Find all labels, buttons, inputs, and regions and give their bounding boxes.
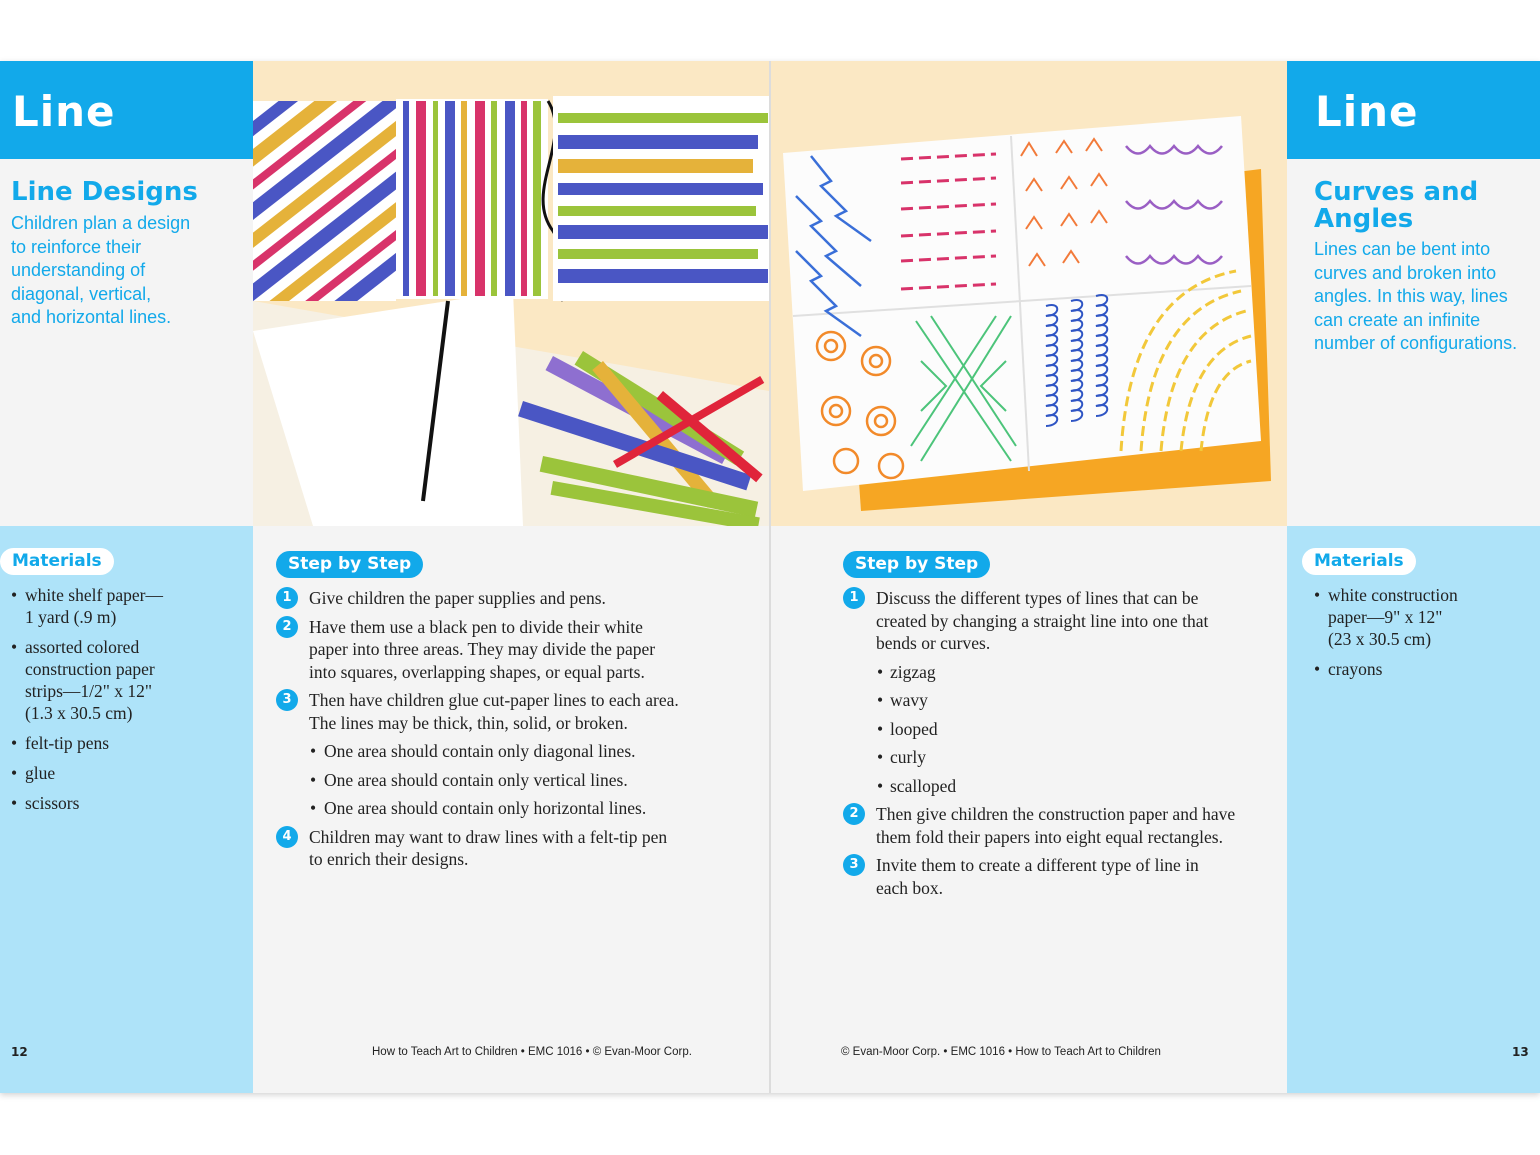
left-materials-list	[11, 584, 246, 822]
left-header-title: Line	[12, 87, 116, 136]
left-section-description: Children plan a design to reinforce their understanding of diagonal, vertical, and horizontal lines.	[11, 213, 191, 327]
vertical-panel	[396, 99, 563, 301]
list-item: • white shelf paper— 1 yard (.9 m)	[11, 584, 246, 628]
line-type-item: • looped	[843, 718, 1273, 741]
step-item: 1 Discuss the different types of lines that can be created by changing a straight line into one that bends or curves.	[843, 587, 1273, 655]
right-page-number: 13	[1512, 1045, 1529, 1059]
right-header-band	[1287, 61, 1540, 159]
horizontal-panel	[553, 96, 769, 301]
line-type-item: • wavy	[843, 689, 1273, 712]
line-type-item: • scalloped	[843, 775, 1273, 798]
step-item: 2 Have them use a black pen to divide their white paper into three areas. They may divide the paper into squares, overlapping shapes, or equal parts.	[276, 616, 756, 684]
left-materials-label: Materials	[0, 548, 114, 575]
list-item: • felt-tip pens	[11, 732, 246, 754]
list-item: • scissors	[11, 792, 246, 814]
right-steps-label: Step by Step	[843, 551, 990, 578]
right-materials-label: Materials	[1302, 548, 1416, 575]
left-page-number: 12	[11, 1045, 28, 1059]
step-item: 2 Then give children the construction paper and have them fold their papers into eight equal rectangles.	[843, 803, 1273, 848]
left-header-band	[0, 61, 253, 159]
curves-and-angles-photo	[771, 61, 1287, 526]
step-item: 1 Give children the paper supplies and pens.	[276, 587, 756, 610]
right-footer: © Evan-Moor Corp. • EMC 1016 • How to Teach Art to Children	[841, 1046, 1161, 1058]
list-item: • assorted colored construction paper strips—1/2" x 12" (1.3 x 30.5 cm)	[11, 636, 246, 724]
substep-item: • One area should contain only vertical lines.	[276, 769, 756, 792]
step-item: 4 Children may want to draw lines with a felt-tip pen to enrich their designs.	[276, 826, 756, 871]
left-steps-label: Step by Step	[276, 551, 423, 578]
substep-item: • One area should contain only diagonal lines.	[276, 740, 756, 763]
left-section-title: Line Designs	[11, 177, 198, 207]
line-designs-photo	[253, 61, 769, 526]
right-section-description: Lines can be bent into curves and broken into angles. In this way, lines can create an infinite number of configurations.	[1314, 239, 1518, 353]
right-materials-list	[1314, 584, 1529, 688]
list-item: • crayons	[1314, 658, 1529, 680]
step-item: 3 Invite them to create a different type of line in each box.	[843, 854, 1273, 899]
line-type-item: • curly	[843, 746, 1273, 769]
right-header-title: Line	[1315, 87, 1419, 136]
line-type-item: • zigzag	[843, 661, 1273, 684]
right-section-title: Curves and Angles	[1314, 177, 1479, 234]
substep-item: • One area should contain only horizontal lines.	[276, 797, 756, 820]
step-item: 3 Then have children glue cut-paper lines to each area. The lines may be thick, thin, solid, or broken.	[276, 689, 756, 734]
right-steps-list	[843, 587, 1273, 905]
left-steps-list	[276, 587, 756, 877]
left-footer: How to Teach Art to Children • EMC 1016 • © Evan-Moor Corp.	[372, 1046, 692, 1058]
list-item: • white construction paper—9" x 12" (23 x 30.5 cm)	[1314, 584, 1529, 650]
list-item: • glue	[11, 762, 246, 784]
